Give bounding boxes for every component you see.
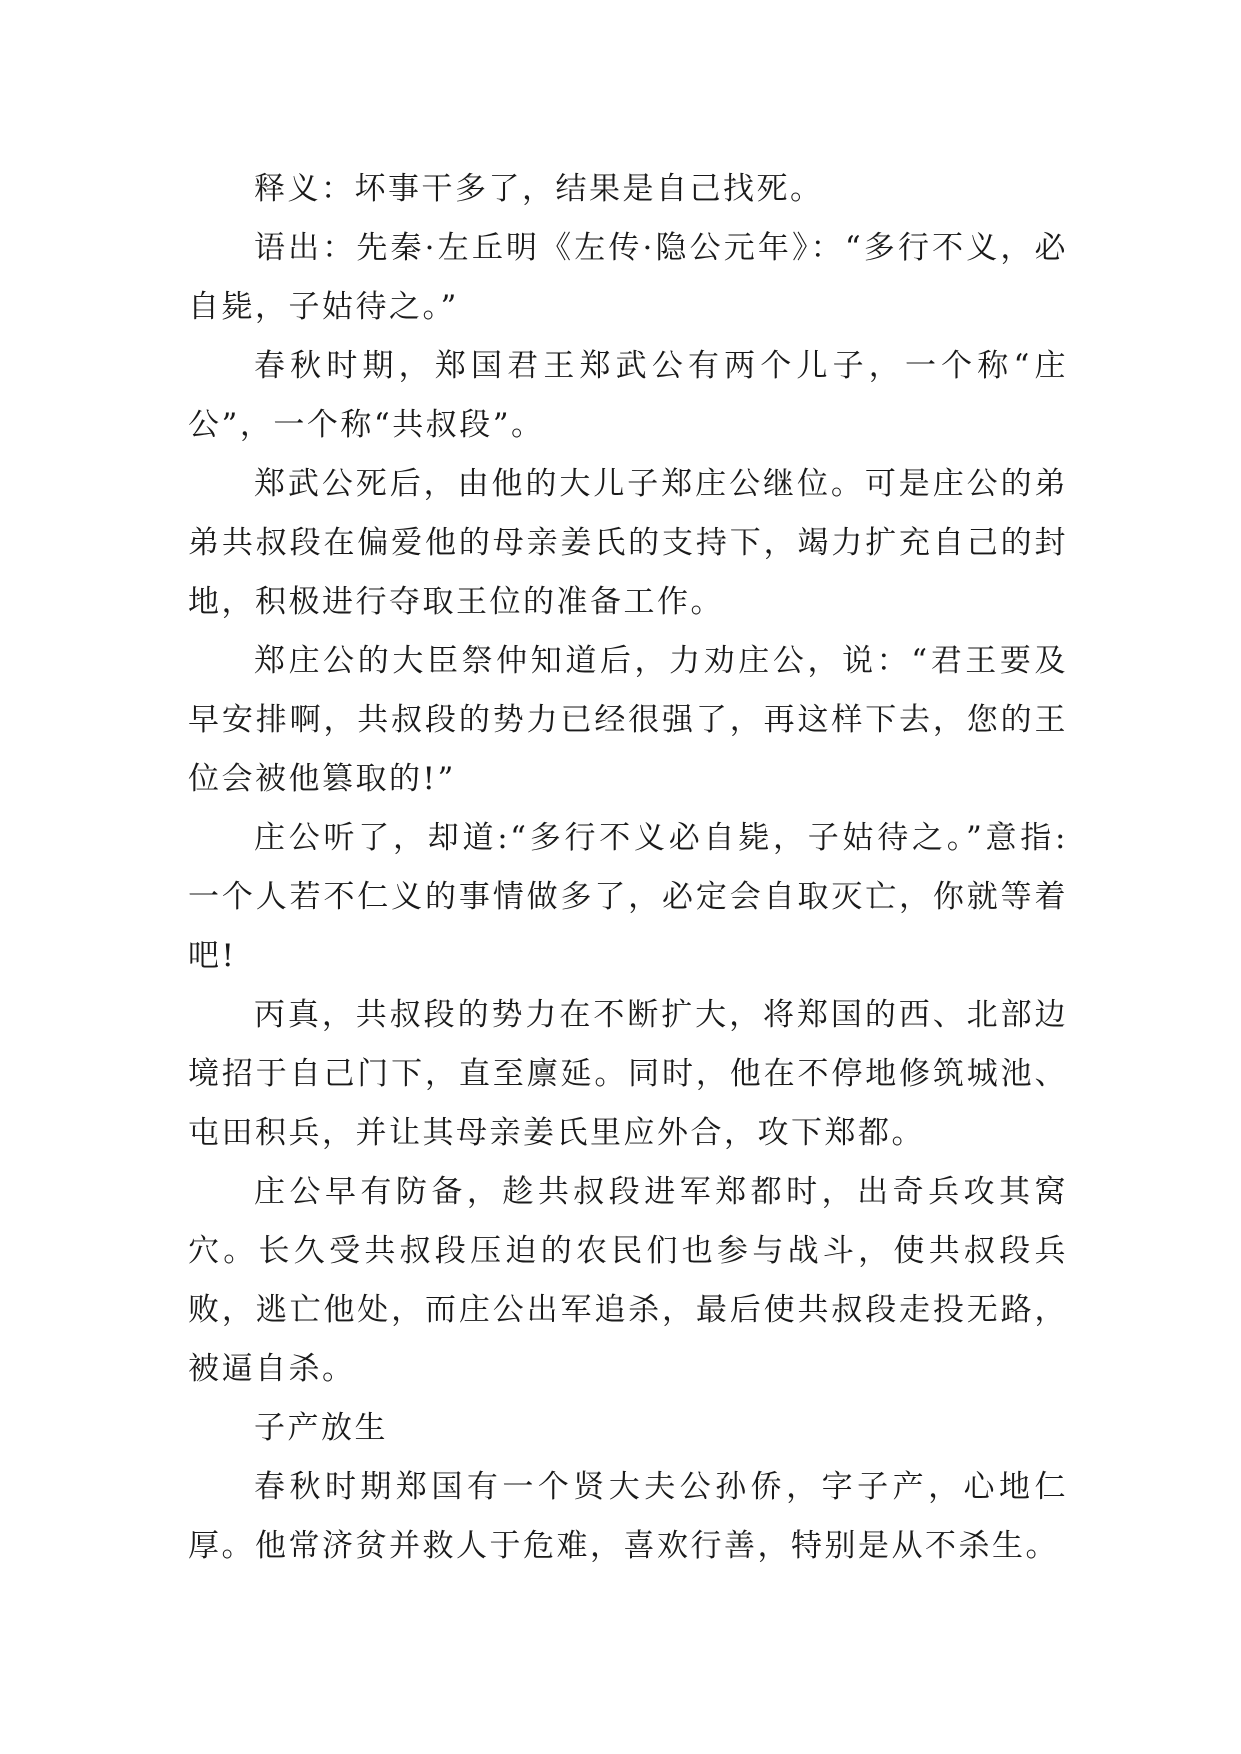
paragraph-reply: 庄公听了，却道:“多行不义必自毙，子姑待之。”意指:一个人若不仁义的事情做多了，必定会自取灭亡，你就等着吧! (188, 820, 1068, 974)
paragraph-succession: 郑武公死后，由他的大儿子郑庄公继位。可是庄公的弟弟共叔段在偏爱他的母亲姜氏的支持下，竭力扩充自己的封地，积极进行夺取王位的准备工作。 (188, 466, 1068, 620)
paragraph-expansion: 丙真，共叔段的势力在不断扩大，将郑国的西、北部边境招于自己门下，直至廪延。同时，他在不停地修筑城池、屯田积兵，并让其母亲姜氏里应外合，攻下郑都。 (188, 997, 1068, 1151)
paragraph-definition: 释义：坏事干多了，结果是自己找死。 (254, 171, 824, 207)
section-heading: 子产放生 (254, 1410, 388, 1446)
paragraph-source: 语出：先秦·左丘明《左传·隐公元年》：“多行不义，必自毙，子姑待之。” (188, 230, 1068, 325)
paragraph-defeat: 庄公早有防备，趁共叔段进军郑都时，出奇兵攻其窝穴。长久受共叔段压迫的农民们也参与战斗，使共叔段兵败，逃亡他处，而庄公出军追杀，最后使共叔段走投无路，被逼自杀。 (188, 1174, 1068, 1387)
paragraph-story-intro: 春秋时期，郑国君王郑武公有两个儿子，一个称“庄公”，一个称“共叔段”。 (188, 348, 1068, 443)
paragraph-advice: 郑庄公的大臣祭仲知道后，力劝庄公，说：“君王要及早安排啊，共叔段的势力已经很强了，再这样下去，您的王位会被他篡取的!” (188, 643, 1068, 797)
document-body (188, 160, 1068, 1576)
paragraph-zichan: 春秋时期郑国有一个贤大夫公孙侨，字子产，心地仁厚。他常济贫并救人于危难，喜欢行善，特别是从不杀生。 (188, 1469, 1068, 1564)
